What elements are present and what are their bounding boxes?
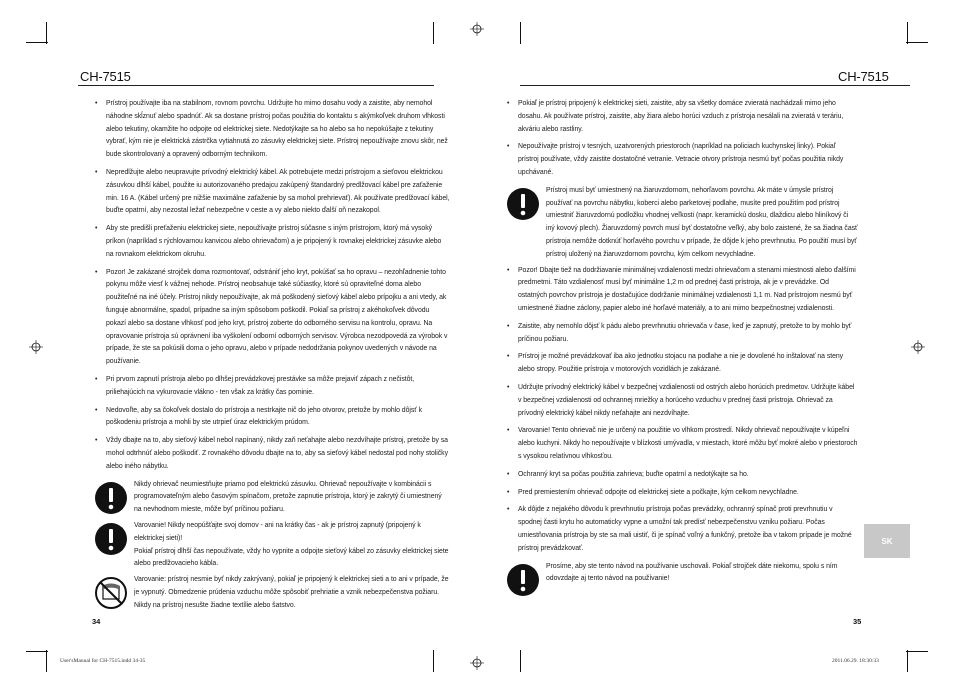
warning-text: Varovanie! Nikdy neopúšťajte svoj domov - ani na krátky čas - ak je prístroj zapnutý (pripojený k elektrickej sieti)! — [134, 521, 421, 542]
warning-block — [506, 185, 858, 262]
right-content — [506, 98, 858, 600]
exclamation-icon — [506, 187, 540, 221]
list-item: • Pozor! Dbajte tiež na dodržiavanie minimálnej vzdialenosti medzi ohrievačom a stenami miestnosti alebo ďalšími predmetmi. Táto vzdialenosť musí byť minimálne 1,2 m od prednej časti prístroja, ak je v prevádzke. Od ostatných povrchov prístroja je dostačujúce dodržanie minimálnej vzdialenosti 1,1 m. Nad prístrojom nesmú byť umiestnené žiadne záclony, papier alebo iné horľavé materiály, a to ani mimo bezpečnostnej vzdialenosti. — [506, 265, 858, 316]
warning-block — [94, 574, 450, 612]
exclamation-icon — [94, 522, 128, 556]
list-item: • Ochranný kryt sa počas použitia zahrieva; buďte opatrní a nedotýkajte sa ho. — [506, 469, 858, 482]
exclamation-icon — [506, 563, 540, 597]
warning-text: Prístroj musí byť umiestnený na žiaruvzdornom, nehorľavom povrchu. Ak máte v úmysle prístroj používať na povrchu nábytku, koberci alebo parketovej podlahe, musíte pred použitím pod prístroj umiestniť žiaruvzdornú podložku vhodnej veľkosti (napr. keramickú dosku, dlaždicu alebo hliníkový či iný kovový plech). Žiaruvzdorný povrch musí byť dostatočne veľký, aby bolo zaistené, že sa žiadna časť prístroja nemôže dotknúť horľavého povrchu v prípade, že dôjde k jeho prevrhnutiu. Po použití musí byť prístroj uložený na žiaruvzdornom povrchu, kým celkom nevychladne. — [546, 186, 858, 258]
warning-block — [506, 561, 858, 597]
page-number: 34 — [92, 617, 101, 626]
list-item: • Varovanie! Tento ohrievač nie je určený na použitie vo vlhkom prostredí. Nikdy ohrievač nepoužívajte v kúpeľni alebo kuchyni. Nikdy ho nepoužívajte v blízkosti umývadla, v miestach, ktoré môžu byť mokré alebo v priestoroch s vysokou relatívnou vlhkosťou. — [506, 425, 858, 463]
model-title: CH-7515 — [80, 69, 131, 84]
list-item: • Pred premiestením ohrievač odpojte od elektrickej siete a počkajte, kým celkom nevychladne. — [506, 487, 858, 500]
list-item: • Prístroj je možné prevádzkovať iba ako jednotku stojacu na podlahe a nie je dovolené ho inštalovať na steny alebo stropy. Použitie prístroja v motorových vozidlách je zakázané. — [506, 351, 858, 377]
footer-date: 2011.06.29. 18:30:33 — [832, 658, 879, 664]
list-item: • Vždy dbajte na to, aby sieťový kábel nebol napínaný, nikdy zaň neťahajte alebo nezdvíhajte prístroj, pretože by sa mohol odtrhnúť alebo poškodiť. Z rovnakého dôvodu dbajte na to, aby sa sieťový kábel nedostal pod nohy stoličky alebo iného nábytku. — [94, 435, 450, 473]
list-item: • Ak dôjde z nejakého dôvodu k prevrhnutiu prístroja počas prevádzky, ochranný spínač proti prevrhnutiu v spodnej časti krytu ho automaticky vypne a umožní tak predísť nebezpečenstvu vzniku požiaru. Počas umiestňovania prístroja by ste sa mali uistiť, či je spínač voľný a funkčný, pretože iba v takom prípade je možné prístroj prevádzkovať. — [506, 504, 858, 555]
left-content — [94, 98, 450, 615]
list-item: • Nepredlžujte alebo neupravujte prívodný elektrický kábel. Ak potrebujete medzi prístrojom a sieťovou elektrickou zásuvkou dlhší kábel, použite iu autorizovaného predajcu zakúpený štandardný predlžovací kábel pre zaťaženie min. 16 A. (Kábel určený pre nižšie maximálne zaťaženie by sa mohol prehrievať). Ak používate predlžovací kábel, buďte opatrní, aby nezostal ležať nebezpečne v ceste a vy alebo niekto ďalší oň nezakopol. — [94, 167, 450, 218]
list-item: • Nedovoľte, aby sa čokoľvek dostalo do prístroja a nestrkajte nič do jeho otvorov, pretože by mohlo dôjsť k poškodeniu prístroja a mohli by ste utrpieť úraz elektrickým prúdom. — [94, 405, 450, 431]
list-item: • Prístroj používajte iba na stabilnom, rovnom povrchu. Udržujte ho mimo dosahu vody a zaistite, aby nemohol náhodne skĺznuť alebo spadnúť. Ak sa dostane prístroj počas použitia do kontaktu s akýmkoľvek druhom vlhkosti alebo tekutiny, okamžite ho odpojte od elektrickej siete. Nedotýkajte sa ho alebo sa ho nepokúšajte z tekutiny vybrať, kým nie je elektrická zástrčka vytiahnutá zo zásuvky elektrickej siete. Prístroj nepoužívajte znovu skôr, než bude skontrolovaný a opravený odborným technikom. — [94, 98, 450, 162]
list-item: • Nepoužívajte prístroj v tesných, uzatvorených priestoroch (napríklad na policiach kuchynskej linky). Pokiaľ prístroj používate, vždy zaistite dostatočné vetranie. Vetracie otvory prístroja nesmú byť počas použitia nikdy upchávané. — [506, 141, 858, 179]
list-item: • Udržujte prívodný elektrický kábel v bezpečnej vzdialenosti od ostrých alebo horúcich predmetov. Udržujte kábel v bezpečnej vzdialenosti od ochrannej mriežky a horúceho vzduchu v prednej časti prístroja. Ohrievač za prívodný elektrický kábel nikdy neťahajte ani nezdvíhajte. — [506, 382, 858, 420]
warning-text: Varovanie: prístroj nesmie byť nikdy zakrývaný, pokiaľ je pripojený k elektrickej sieti a to ani v prípade, že je vypnutý. Obmedzenie prúdenia vzduchu môže spôsobiť prehriatie a vznik nebezpečenstva požiaru. Nikdy na prístroj nesušte žiadne textílie alebo šatstvo. — [134, 576, 449, 609]
list-item: • Zaistite, aby nemohlo dôjsť k pádu alebo prevrhnutiu ohrievača v čase, keď je zapnutý, pretože to by mohlo byť príčinou požiaru. — [506, 321, 858, 347]
list-item: • Pozor! Je zakázané strojček doma rozmontovať, odstrániť jeho kryt, pokúšať sa ho opravu – nezohľadnenie tohto pokynu môže viesť k vážnej nehode. Prístroj neobsahuje také súčiastky, ktoré sú opraviteľné doma alebo použiteľné na iné účely. Prístroj nikdy nepoužívajte, ak má poškodený sieťový kábel alebo prípojku a ani vtedy, ak funguje abnormálne, spadol, prípadne sa iným spôsobom poškodil. Pokiaľ sa prístroj z akéhokoľvek dôvodu pokazí alebo sa dostane vlhkosť pod jeho kryt, prístroj zoberte do odborného servisu na kontrolu, opravu. Na opravovanie prístroja sú oprávnení iba vyškolení odborní odborných servisov. Výrobca nezodpovedá za výrobok v prípade, že ste sa pokúsili doma o jeho opravu, alebo v prípade nedodržania pokynov uvedených v návode na používanie. — [94, 267, 450, 369]
warning-block — [94, 479, 450, 517]
list-item: • Aby ste predišli preťaženiu elektrickej siete, nepoužívajte prístroj súčasne s iným prístrojom, ktorý má vysoký príkon (napríklad s rýchlovarnou kanvicou alebo ohrievačom) a je pripojený k rovnakej elektrickej zásuvke alebo na rovnakom elektrickom okruhu. — [94, 223, 450, 261]
page-number: 35 — [853, 617, 862, 626]
model-title: CH-7515 — [838, 69, 889, 84]
warning-block — [94, 520, 450, 571]
footer-file: User'sManual for CH-7515.indd 34-35 — [60, 658, 146, 664]
right-page — [477, 0, 954, 694]
warning-text: Nikdy ohrievač neumiestňujte priamo pod elektrickú zásuvku. Ohrievač nepoužívajte v kombinácii s programovateľným alebo časovým spínačom, pretože zapnutie prístroja, ktorý je zakrytý či umiestnený na nevhodnom mieste, môže byť príčinou požiaru. — [134, 480, 442, 514]
no-cover-icon — [94, 576, 128, 610]
list-item: • Pokiaľ je prístroj pripojený k elektrickej sieti, zaistite, aby sa všetky domáce zvieratá nachádzali mimo jeho dosahu. Ak používate prístroj, zaistite, aby žiara alebo horúci vzduch z prístroja nesálali na zvieratá v teráriu, akváriu alebo rastliny. — [506, 98, 858, 136]
warning-text: Pokiaľ prístroj dlhší čas nepoužívate, vždy ho vypnite a odpojte sieťový kábel zo zásuvky elektrickej siete alebo predlžovacieho kábla. — [134, 547, 449, 568]
exclamation-icon — [94, 481, 128, 515]
header-rule — [78, 85, 434, 86]
list-item: • Pri prvom zapnutí prístroja alebo po dlhšej prevádzkovej prestávke sa môže prejaviť zápach z nečistôt, priliehajúcich na vykurovacie vlákno - ten však za krátky čas pominie. — [94, 374, 450, 400]
language-tab: SK — [864, 524, 910, 558]
header-rule — [520, 85, 910, 86]
warning-text: Prosíme, aby ste tento návod na používanie uschovali. Pokiaľ strojček dáte niekomu, spolu s ním odovzdajte aj tento návod na používanie! — [546, 562, 838, 583]
